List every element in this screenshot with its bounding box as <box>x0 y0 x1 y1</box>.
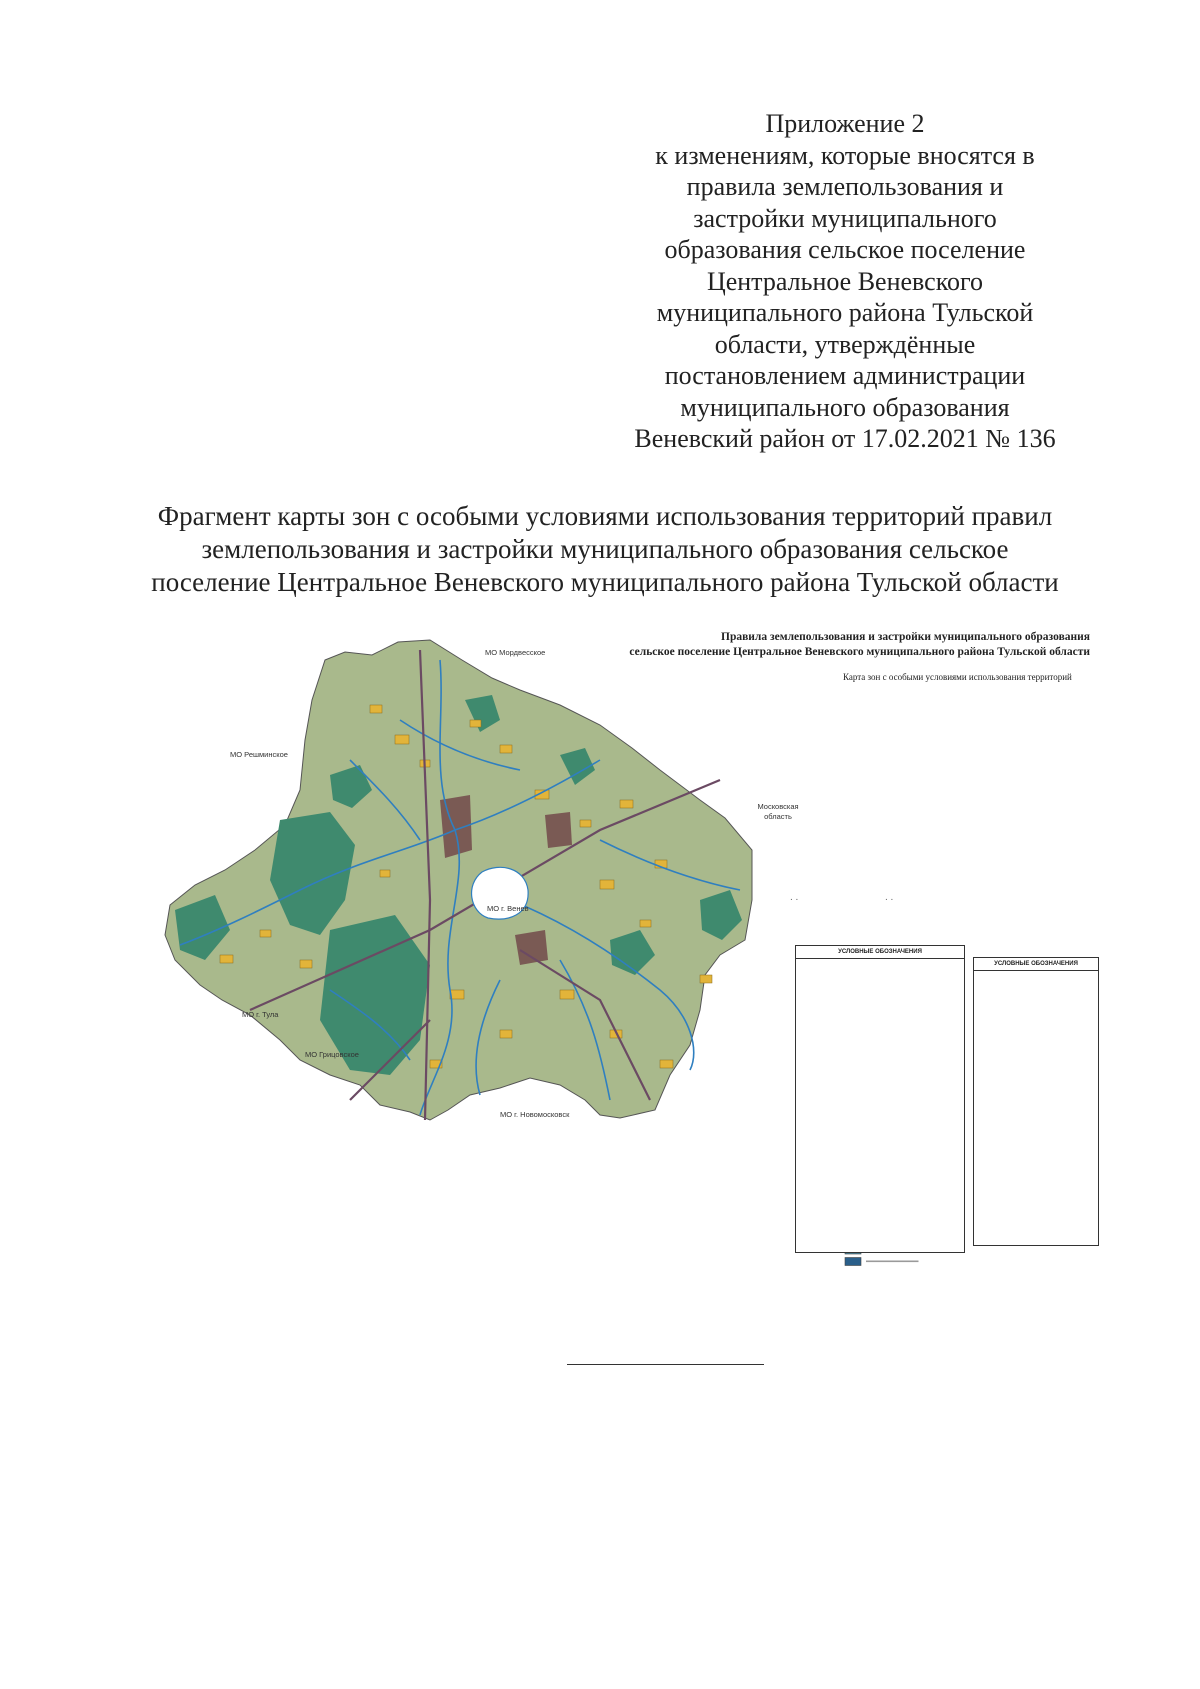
appendix-line: области, утверждённые <box>714 329 976 359</box>
industrial-zone <box>545 812 572 848</box>
fragment-title-line: землепользования и застройки муниципального образования сельское <box>201 534 1009 564</box>
legend-left-title: УСЛОВНЫЕ ОБОЗНАЧЕНИЯ <box>796 946 964 959</box>
map-header <box>620 630 1090 660</box>
footer-rule <box>567 1364 764 1365</box>
legend-right-title: УСЛОВНЫЕ ОБОЗНАЧЕНИЯ <box>974 958 1098 971</box>
appendix-line: Центральное Веневского <box>706 266 984 296</box>
map-dot: . . <box>790 892 799 903</box>
legend-swatch <box>845 1258 861 1266</box>
appendix-line: правила землепользования и <box>686 172 1004 201</box>
region-label-novomoskovsk: МО г. Новомосковск <box>500 1110 570 1119</box>
appendix-line: муниципального района Тульской <box>656 298 1034 327</box>
appendix-line: застройки муниципального <box>693 203 997 233</box>
appendix-line: образования сельское поселение <box>664 235 1026 264</box>
fragment-title-line: Фрагмент карты зон с особыми условиями использования территорий правил <box>157 501 1053 531</box>
map-dot: . . <box>885 892 894 903</box>
fragment-title-line: поселение Центральное Веневского муниципального района Тульской области <box>151 567 1059 597</box>
legend-text-line <box>866 1261 919 1263</box>
appendix-line: Веневский район от 17.02.2021 № 136 <box>634 424 1056 453</box>
map-subtitle: Карта зон с особыми условиями использования территорий <box>843 672 1072 682</box>
map-header-line: Правила землепользования и застройки муниципального образования <box>721 631 1090 643</box>
region-label-mordves: МО Мордвесское <box>485 648 546 657</box>
appendix-line: постановлением администрации <box>664 361 1026 390</box>
region-label-tula: МО г. Тула <box>242 1010 279 1019</box>
appendix-line: Приложение 2 <box>765 109 925 138</box>
appendix-line: к изменениям, которые вносятся в <box>655 140 1035 170</box>
industrial-zone <box>515 930 548 965</box>
legend-left <box>795 945 965 1253</box>
appendix-line: муниципального образования <box>680 392 1010 422</box>
region-label-gritsov: МО Грицовское <box>305 1050 359 1059</box>
region-label-reshmin: МО Решминское <box>230 750 288 759</box>
legend-right <box>973 957 1099 1246</box>
region-label-venev: МО г. Венев <box>487 904 529 913</box>
region-label-moscow: Московская область <box>757 802 799 821</box>
map-header-line: сельское поселение Центральное Веневского муниципального района Тульской области <box>629 646 1090 658</box>
